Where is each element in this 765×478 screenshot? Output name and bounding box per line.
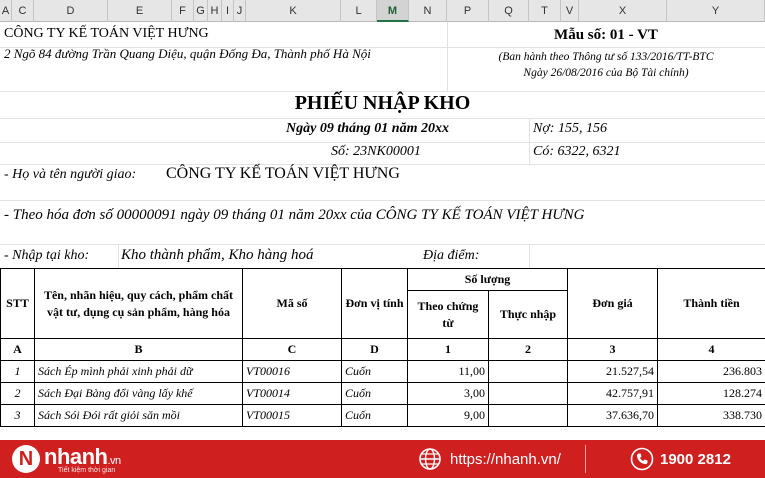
warehouse-label: - Nhập tại kho:: [4, 248, 90, 263]
letter-cell: D: [342, 339, 408, 361]
gridline: [0, 142, 765, 143]
table-row: [1, 405, 765, 427]
column-header-A[interactable]: A: [0, 0, 12, 22]
company-address: 2 Ngõ 84 đường Trần Quang Diệu, quận Đống Đa, Thành phố Hà Nội: [4, 46, 371, 61]
column-header-P[interactable]: P: [447, 0, 489, 22]
website-link[interactable]: https://nhanh.vn/: [450, 451, 561, 468]
column-header-F[interactable]: F: [172, 0, 194, 22]
document-date: Ngày 09 tháng 01 năm 20xx: [286, 121, 449, 136]
letter-cell: A: [1, 339, 35, 361]
promo-banner: [0, 440, 765, 478]
row-qty-actual[interactable]: [489, 361, 568, 383]
company-name: CÔNG TY KẾ TOÁN VIỆT HƯNG: [4, 26, 209, 41]
column-header-H[interactable]: H: [208, 0, 222, 22]
row-unit[interactable]: Cuốn: [342, 361, 408, 383]
gridline: [529, 244, 530, 268]
column-header-V[interactable]: V: [561, 0, 579, 22]
column-header-I[interactable]: I: [222, 0, 234, 22]
row-qty-document[interactable]: 3,00: [408, 383, 489, 405]
header-name: Tên, nhãn hiệu, quy cách, phẩm chất vật tư, dụng cụ sản phẩm, hàng hóa: [35, 269, 243, 339]
column-header-G[interactable]: G: [194, 0, 208, 22]
letter-cell: B: [35, 339, 243, 361]
brand-suffix: .vn: [107, 455, 121, 467]
globe-icon: [418, 447, 442, 471]
column-header-Q[interactable]: Q: [489, 0, 529, 22]
row-name[interactable]: Sách Ép mình phải xinh phải dữ: [35, 361, 243, 383]
table-row: [1, 361, 765, 383]
row-unit-price[interactable]: 37.636,70: [568, 405, 658, 427]
column-header-N[interactable]: N: [409, 0, 447, 22]
row-qty-document[interactable]: 9,00: [408, 405, 489, 427]
row-stt[interactable]: 3: [1, 405, 35, 427]
banner-divider: [585, 445, 586, 473]
row-amount[interactable]: 128.274: [658, 383, 765, 405]
column-header-X[interactable]: X: [579, 0, 667, 22]
document-title: PHIẾU NHẬP KHO: [294, 92, 471, 114]
column-header-L[interactable]: L: [341, 0, 377, 22]
deliverer-label: - Họ và tên người giao:: [4, 167, 137, 182]
column-header-J[interactable]: J: [234, 0, 246, 22]
row-qty-document[interactable]: 11,00: [408, 361, 489, 383]
row-stt[interactable]: 2: [1, 383, 35, 405]
credit-accounts: Có: 6322, 6321: [533, 144, 621, 159]
hotline-number[interactable]: 1900 2812: [660, 451, 731, 468]
header-amount: Thành tiền: [658, 269, 765, 339]
location-label: Địa điểm:: [423, 248, 480, 263]
table-row: [1, 383, 765, 405]
gridline: [0, 200, 765, 201]
deliverer-value: CÔNG TY KẾ TOÁN VIỆT HƯNG: [166, 165, 400, 182]
invoice-line: - Theo hóa đơn số 00000091 ngày 09 tháng 01 năm 20xx của CÔNG TY KẾ TOÁN VIỆT HƯNG: [4, 207, 585, 223]
row-qty-actual[interactable]: [489, 405, 568, 427]
row-unit-price[interactable]: 21.527,54: [568, 361, 658, 383]
row-unit[interactable]: Cuốn: [342, 383, 408, 405]
column-header-K[interactable]: K: [246, 0, 341, 22]
brand-name-text: nhanh: [44, 444, 108, 469]
row-code[interactable]: VT00016: [243, 361, 342, 383]
gridline: [118, 244, 119, 268]
row-amount[interactable]: 236.803: [658, 361, 765, 383]
phone-icon: [630, 447, 654, 471]
column-header-T[interactable]: T: [529, 0, 561, 22]
brand-tagline: Tiết kiệm thời gian: [58, 467, 116, 474]
issued-note-line1: (Ban hành theo Thông tư số 133/2016/TT-BTC: [498, 51, 714, 63]
row-code[interactable]: VT00015: [243, 405, 342, 427]
column-header-bar: [0, 0, 765, 22]
row-stt[interactable]: 1: [1, 361, 35, 383]
column-letter-row: [1, 339, 765, 361]
letter-cell: 2: [489, 339, 568, 361]
debit-accounts: Nợ: 155, 156: [533, 121, 607, 136]
column-header-C[interactable]: C: [12, 0, 34, 22]
letter-cell: 1: [408, 339, 489, 361]
letter-cell: 3: [568, 339, 658, 361]
row-amount[interactable]: 338.730: [658, 405, 765, 427]
row-unit[interactable]: Cuốn: [342, 405, 408, 427]
column-header-D[interactable]: D: [34, 0, 108, 22]
header-code: Mã số: [243, 269, 342, 339]
worksheet[interactable]: [0, 22, 765, 440]
header-unit: Đơn vị tính: [342, 269, 408, 339]
header-quantity: Số lượng: [408, 269, 568, 291]
goods-table: [0, 268, 765, 427]
header-stt: STT: [1, 269, 35, 339]
row-code[interactable]: VT00014: [243, 383, 342, 405]
row-name[interactable]: Sách Sói Đói rất giỏi săn mồi: [35, 405, 243, 427]
row-name[interactable]: Sách Đại Bàng đổi vàng lấy khế: [35, 383, 243, 405]
letter-cell: C: [243, 339, 342, 361]
row-qty-actual[interactable]: [489, 383, 568, 405]
column-header-M[interactable]: M: [377, 0, 409, 22]
brand-logo: N: [12, 445, 40, 473]
letter-cell: 4: [658, 339, 765, 361]
column-header-E[interactable]: E: [108, 0, 172, 22]
header-qty-document: Theo chứng từ: [408, 291, 489, 339]
issued-note-line2: Ngày 26/08/2016 của Bộ Tài chính): [523, 67, 689, 79]
form-number: Mẫu số: 01 - VT: [554, 27, 658, 43]
row-unit-price[interactable]: 42.757,91: [568, 383, 658, 405]
header-unit-price: Đơn giá: [568, 269, 658, 339]
column-header-Y[interactable]: Y: [667, 0, 765, 22]
gridline: [529, 118, 530, 166]
header-qty-actual: Thực nhập: [489, 291, 568, 339]
gridline: [0, 118, 765, 119]
gridline: [0, 244, 765, 245]
document-number: Số: 23NK00001: [331, 144, 421, 159]
warehouse-value: Kho thành phẩm, Kho hàng hoá: [121, 247, 314, 263]
